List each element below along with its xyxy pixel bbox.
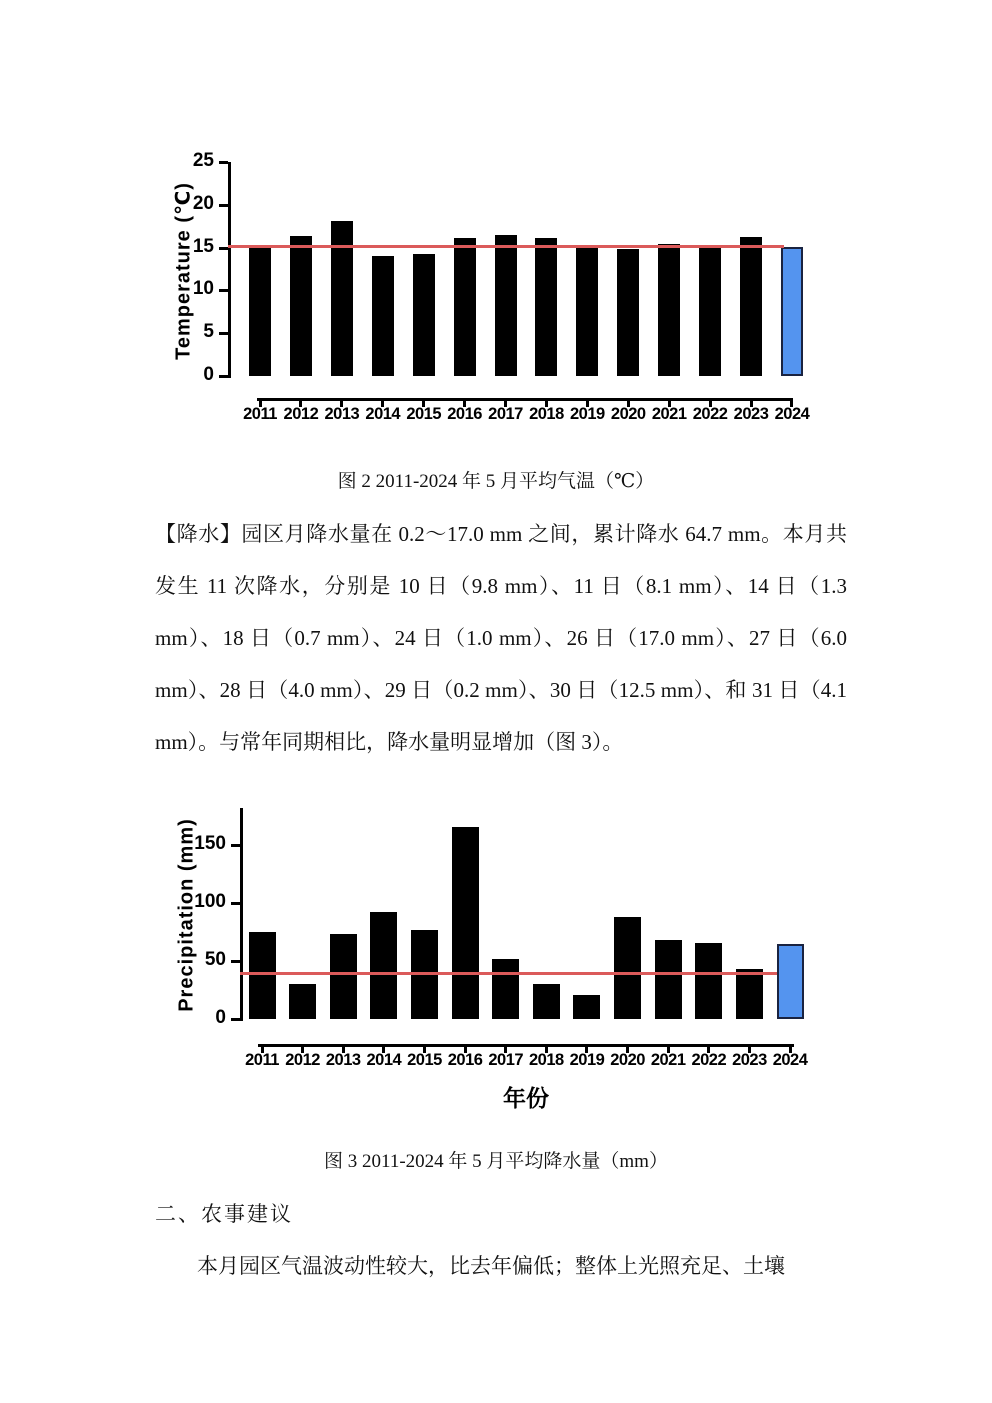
y-tick-mark <box>231 844 240 847</box>
bar-2021 <box>658 244 680 376</box>
x-tick-label-2013: 2013 <box>324 405 360 423</box>
x-tick-label-2021: 2021 <box>650 1051 686 1069</box>
bar-2016 <box>454 238 476 376</box>
y-axis-line <box>228 162 231 378</box>
precipitation-paragraph: 【降水】园区月降水量在 0.2～17.0 mm 之间，累计降水 64.7 mm。本月共发生 11 次降水，分别是 10 日（9.8 mm）、11 日（8.1 mm）、14 日（1.3 mm）、18 日（0.7 mm）、24 日（1.0 mm）、26 日（17.0 mm）、27 日（6.0 mm）、28 日（4.0 mm）、29 日（0.2 mm）、30 日（12.5 mm）、和 31 日（4.1 mm）。与常年同期相比，降水量明显增加（图 3）。 <box>155 522 847 754</box>
figure2-caption: 图 2 2011-2024 年 5 月平均气温（℃） <box>337 471 655 492</box>
bar-2011 <box>249 932 276 1019</box>
bar-2023 <box>740 237 762 376</box>
precipitation-y-axis-label: Precipitation (mm) <box>175 818 198 1012</box>
reference-line <box>228 245 784 248</box>
x-tick-label-2022: 2022 <box>692 405 728 423</box>
x-tick-label-2021: 2021 <box>651 405 687 423</box>
bar-2014 <box>372 256 394 376</box>
x-axis-line <box>257 398 793 401</box>
precipitation-chart <box>150 798 840 1123</box>
y-tick-mark <box>219 204 228 207</box>
x-tick-label-2013: 2013 <box>325 1051 361 1069</box>
y-tick-label: 15 <box>192 235 214 257</box>
y-tick-label: 5 <box>203 321 214 343</box>
x-tick-label-2019: 2019 <box>569 1051 605 1069</box>
y-tick-mark <box>219 161 228 164</box>
bar-2024 <box>777 944 804 1019</box>
bar-2012 <box>289 984 316 1019</box>
y-tick-mark <box>219 332 228 335</box>
y-tick-label: 25 <box>192 150 214 171</box>
x-tick-label-2019: 2019 <box>570 405 605 423</box>
precipitation-plot-area <box>150 798 840 1123</box>
bar-2014 <box>370 912 397 1019</box>
x-tick-label-2015: 2015 <box>406 405 442 423</box>
y-tick-label: 50 <box>204 948 226 970</box>
x-tick-label-2022: 2022 <box>691 1051 727 1069</box>
precipitation-x-axis-title: 年份 <box>503 1085 549 1111</box>
x-tick-label-2016: 2016 <box>447 1051 483 1069</box>
temperature-plot-area <box>150 148 840 444</box>
y-tick-mark <box>219 375 228 378</box>
x-tick-label-2023: 2023 <box>733 405 769 423</box>
bar-2012 <box>290 236 312 376</box>
bar-2017 <box>495 235 517 376</box>
y-tick-label: 0 <box>215 1007 226 1028</box>
x-tick-label-2012: 2012 <box>285 1051 320 1069</box>
advice-paragraph: 本月园区气温波动性较大，比去年偏低；整体上光照充足、土壤 <box>197 1254 785 1278</box>
bar-2013 <box>330 934 357 1019</box>
x-tick-label-2018: 2018 <box>529 405 564 423</box>
section-heading: 二、农事建议 <box>155 1202 293 1226</box>
x-tick-label-2020: 2020 <box>610 1051 645 1069</box>
bar-2019 <box>573 995 600 1019</box>
x-tick-label-2020: 2020 <box>610 405 646 423</box>
x-tick-label-2016: 2016 <box>447 405 482 423</box>
y-tick-mark <box>219 247 228 250</box>
y-tick-mark <box>231 960 240 963</box>
bar-2016 <box>452 827 479 1019</box>
x-tick-label-2023: 2023 <box>732 1051 767 1069</box>
bar-2022 <box>699 247 721 376</box>
temperature-chart <box>150 148 840 444</box>
x-tick-label-2017: 2017 <box>488 405 523 423</box>
bar-2023 <box>736 969 763 1019</box>
x-tick-label-2018: 2018 <box>528 1051 564 1069</box>
y-tick-mark <box>231 1018 240 1021</box>
y-tick-label: 100 <box>194 890 226 912</box>
x-tick-label-2024: 2024 <box>772 1051 808 1069</box>
x-axis-line <box>258 1044 794 1047</box>
bar-2015 <box>413 254 435 376</box>
x-tick-label-2017: 2017 <box>488 1051 524 1069</box>
bar-2019 <box>576 248 598 376</box>
y-tick-mark <box>231 902 240 905</box>
y-tick-mark <box>219 289 228 292</box>
temperature-y-axis-label: Temperature (℃) <box>172 182 195 360</box>
x-tick-label-2015: 2015 <box>407 1051 442 1069</box>
bar-2017 <box>492 959 519 1019</box>
bar-2011 <box>249 248 271 376</box>
reference-line <box>240 972 777 975</box>
bar-2024 <box>781 247 803 376</box>
x-tick-label-2011: 2011 <box>243 405 277 423</box>
y-tick-label: 150 <box>194 832 226 854</box>
bar-2021 <box>655 940 682 1019</box>
x-tick-label-2024: 2024 <box>774 405 810 423</box>
bar-2022 <box>695 943 722 1019</box>
bar-2020 <box>614 917 641 1019</box>
bar-2018 <box>535 238 557 376</box>
x-tick-label-2011: 2011 <box>245 1051 279 1069</box>
y-axis-line <box>240 808 243 1021</box>
x-tick-label-2014: 2014 <box>366 1051 402 1069</box>
y-tick-label: 10 <box>192 278 214 300</box>
bar-2020 <box>617 249 639 376</box>
y-tick-label: 0 <box>203 364 214 385</box>
y-tick-label: 20 <box>192 192 214 214</box>
bar-2018 <box>533 984 560 1019</box>
x-tick-label-2012: 2012 <box>283 405 319 423</box>
x-tick-label-2014: 2014 <box>365 405 401 423</box>
figure3-caption: 图 3 2011-2024 年 5 月平均降水量（mm） <box>324 1151 668 1172</box>
